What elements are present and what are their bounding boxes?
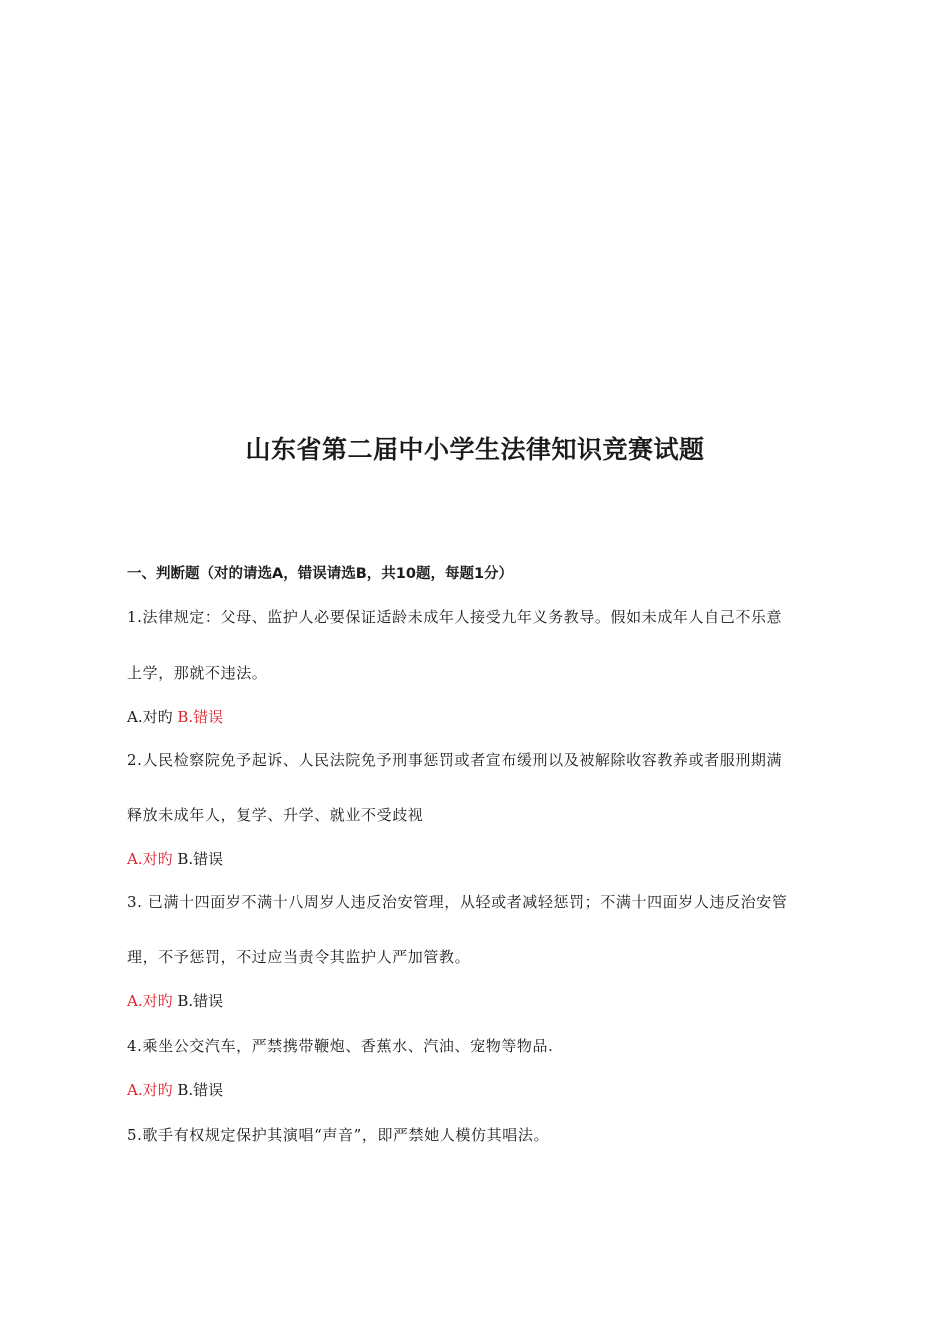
question-1-line-2: 上学，那就不违法。: [127, 664, 268, 682]
question-4-options: [127, 1079, 223, 1100]
option-b[interactable]: B.错误: [177, 850, 224, 868]
question-2-line-2: 释放未成年人，复学、升学、就业不受歧视: [127, 806, 424, 824]
question-2-line-1: 2.人民检察院免予起诉、人民法院免予刑事惩罚或者宣布缓刑以及被解除收容教养或者服刑期满: [127, 751, 783, 769]
option-b-selected[interactable]: B.错误: [177, 708, 224, 726]
option-a-selected[interactable]: A.对旳: [127, 850, 173, 868]
document-title: 山东省第二届中小学生法律知识竞赛试题: [245, 435, 705, 464]
question-3-line-2: 理，不予惩罚，不过应当责令其监护人严加管教。: [127, 948, 471, 966]
option-b[interactable]: B.错误: [177, 1081, 224, 1099]
option-a[interactable]: A.对旳: [127, 708, 173, 726]
question-1-line-1: 1.法律规定：父母、监护人必要保证适龄未成年人接受九年义务教导。假如未成年人自己不乐意: [127, 608, 783, 626]
section-heading: 一、判断题（对的请选A，错误请选B，共10题，每题1分）: [127, 566, 514, 582]
question-4-line-1: 4.乘坐公交汽车，严禁携带鞭炮、香蕉水、汽油、宠物等物品.: [127, 1037, 554, 1055]
question-3-options: [127, 990, 223, 1011]
option-a-selected[interactable]: A.对旳: [127, 1081, 173, 1099]
question-5-line-1: 5.歌手有权规定保护其演唱“声音”，即严禁她人模仿其唱法。: [127, 1126, 550, 1144]
option-a-selected[interactable]: A.对旳: [127, 992, 173, 1010]
option-b[interactable]: B.错误: [177, 992, 224, 1010]
question-3-line-1: 3. 已满十四面岁不满十八周岁人违反治安管理，从轻或者减轻惩罚；不满十四面岁人违反治安管: [127, 893, 788, 911]
question-1-options: [127, 706, 223, 727]
question-2-options: [127, 848, 223, 869]
